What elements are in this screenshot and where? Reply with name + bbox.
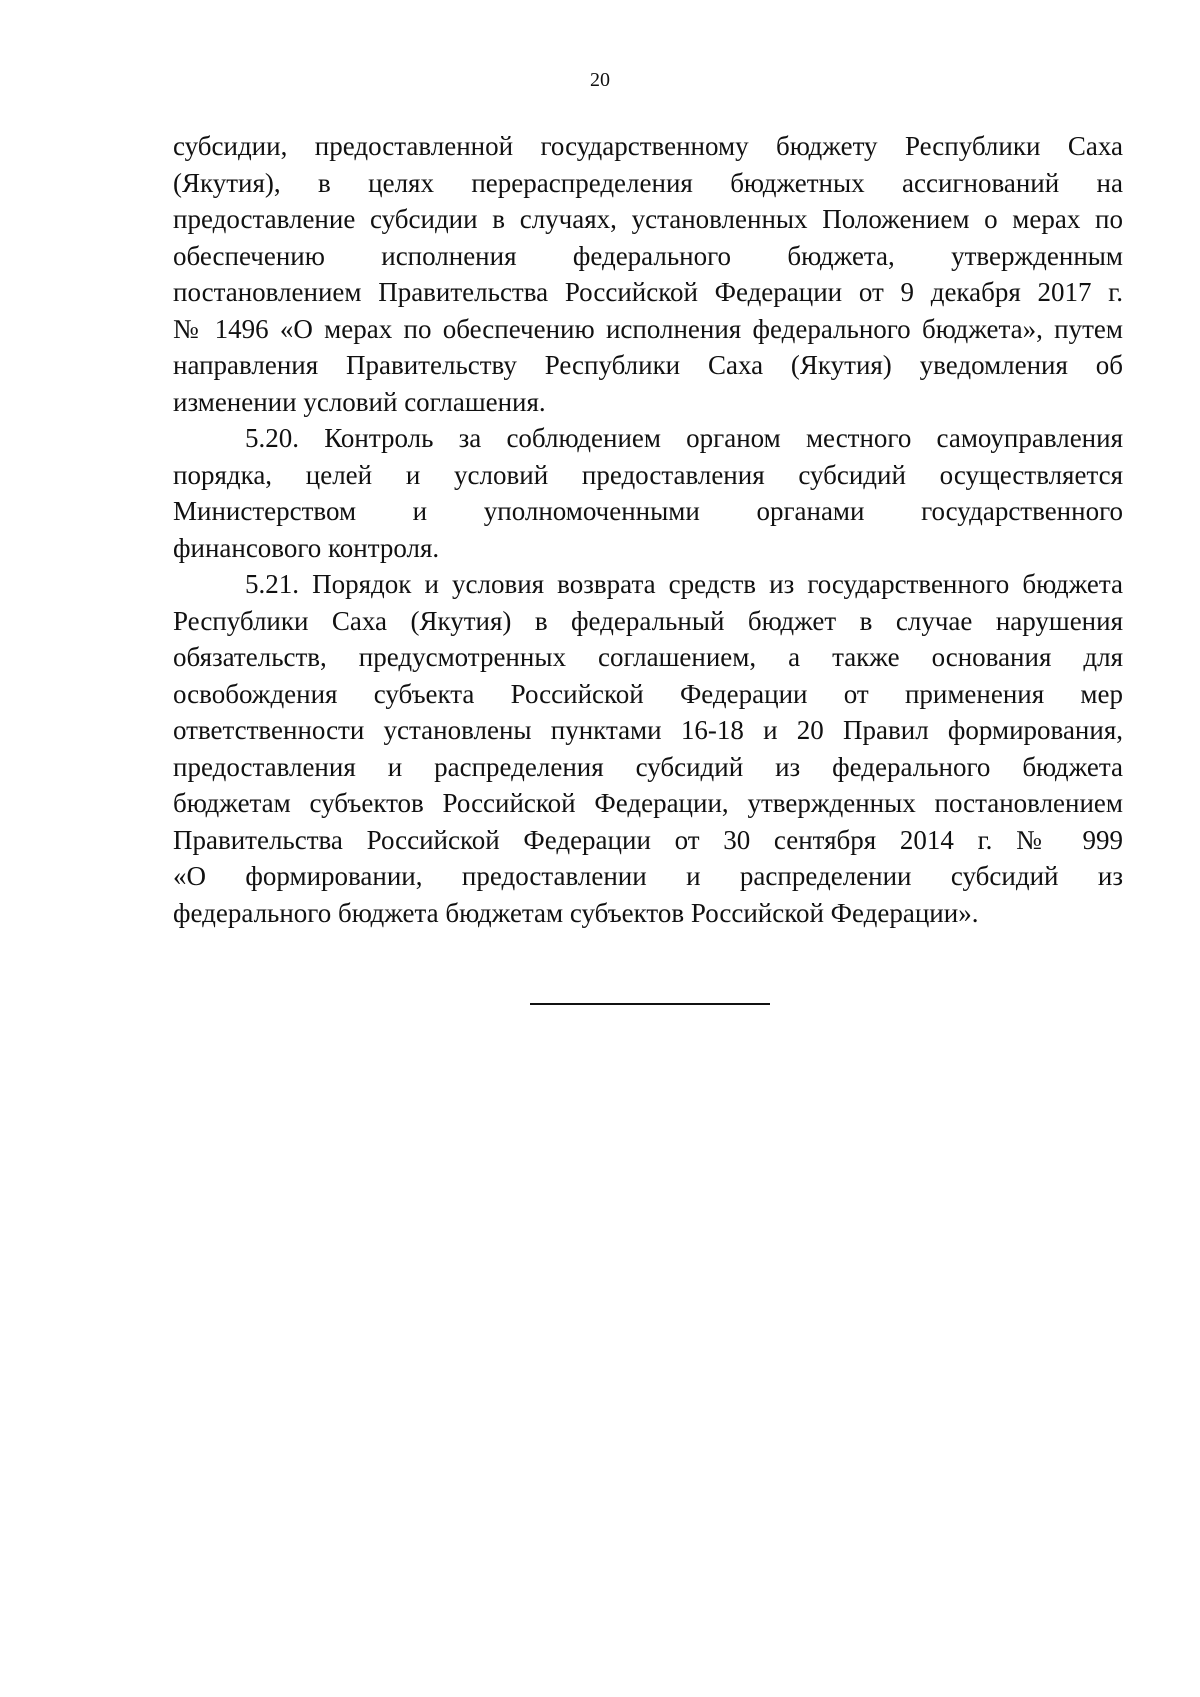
text-line: обеспечению исполнения федерального бюджета, утвержденным bbox=[173, 240, 1123, 271]
document-body bbox=[173, 128, 1123, 931]
text-line: «О формировании, предоставлении и распределении субсидий из bbox=[173, 861, 1123, 891]
paragraph-5-20-first-line: 5.20. Контроль за соблюдением органом местного самоуправления bbox=[245, 423, 1123, 453]
text-line: (Якутия), в целях перераспределения бюджетных ассигнований на bbox=[173, 167, 1123, 198]
text-line: изменении условий соглашения. bbox=[173, 386, 546, 417]
text-line: порядка, целей и условий предоставления субсидий осуществляется bbox=[173, 459, 1123, 490]
text-line: предоставление субсидии в случаях, установленных Положением о мерах по bbox=[173, 204, 1123, 234]
text-line: предоставления и распределения субсидий из федерального бюджета bbox=[173, 751, 1123, 782]
text-line: Республики Саха (Якутия) в федеральный бюджет в случае нарушения bbox=[173, 605, 1123, 636]
text-line: направления Правительству Республики Саха (Якутия) уведомления об bbox=[173, 350, 1123, 380]
page-number: 20 bbox=[590, 69, 610, 91]
text-line: № 1496 «О мерах по обеспечению исполнения федерального бюджета», путем bbox=[173, 313, 1123, 344]
text-line: обязательств, предусмотренных соглашением, а также основания для bbox=[173, 642, 1123, 672]
end-separator-line bbox=[530, 1003, 770, 1005]
paragraph-5-21-first-line: 5.21. Порядок и условия возврата средств из государственного бюджета bbox=[245, 569, 1123, 599]
text-line: Правительства Российской Федерации от 30 сентября 2014 г. № 999 bbox=[173, 824, 1123, 855]
text-line: бюджетам субъектов Российской Федерации, утвержденных постановлением bbox=[173, 788, 1123, 818]
text-line: ответственности установлены пунктами 16-18 и 20 Правил формирования, bbox=[173, 715, 1123, 745]
text-line: субсидии, предоставленной государственному бюджету Республики Саха bbox=[173, 131, 1123, 161]
text-line: федерального бюджета бюджетам субъектов Российской Федерации». bbox=[173, 897, 979, 928]
text-line: финансового контроля. bbox=[173, 532, 440, 563]
text-line: постановлением Правительства Российской Федерации от 9 декабря 2017 г. bbox=[173, 277, 1123, 307]
text-line: Министерством и уполномоченными органами государственного bbox=[173, 496, 1123, 526]
text-line: освобождения субъекта Российской Федерации от применения мер bbox=[173, 678, 1123, 709]
